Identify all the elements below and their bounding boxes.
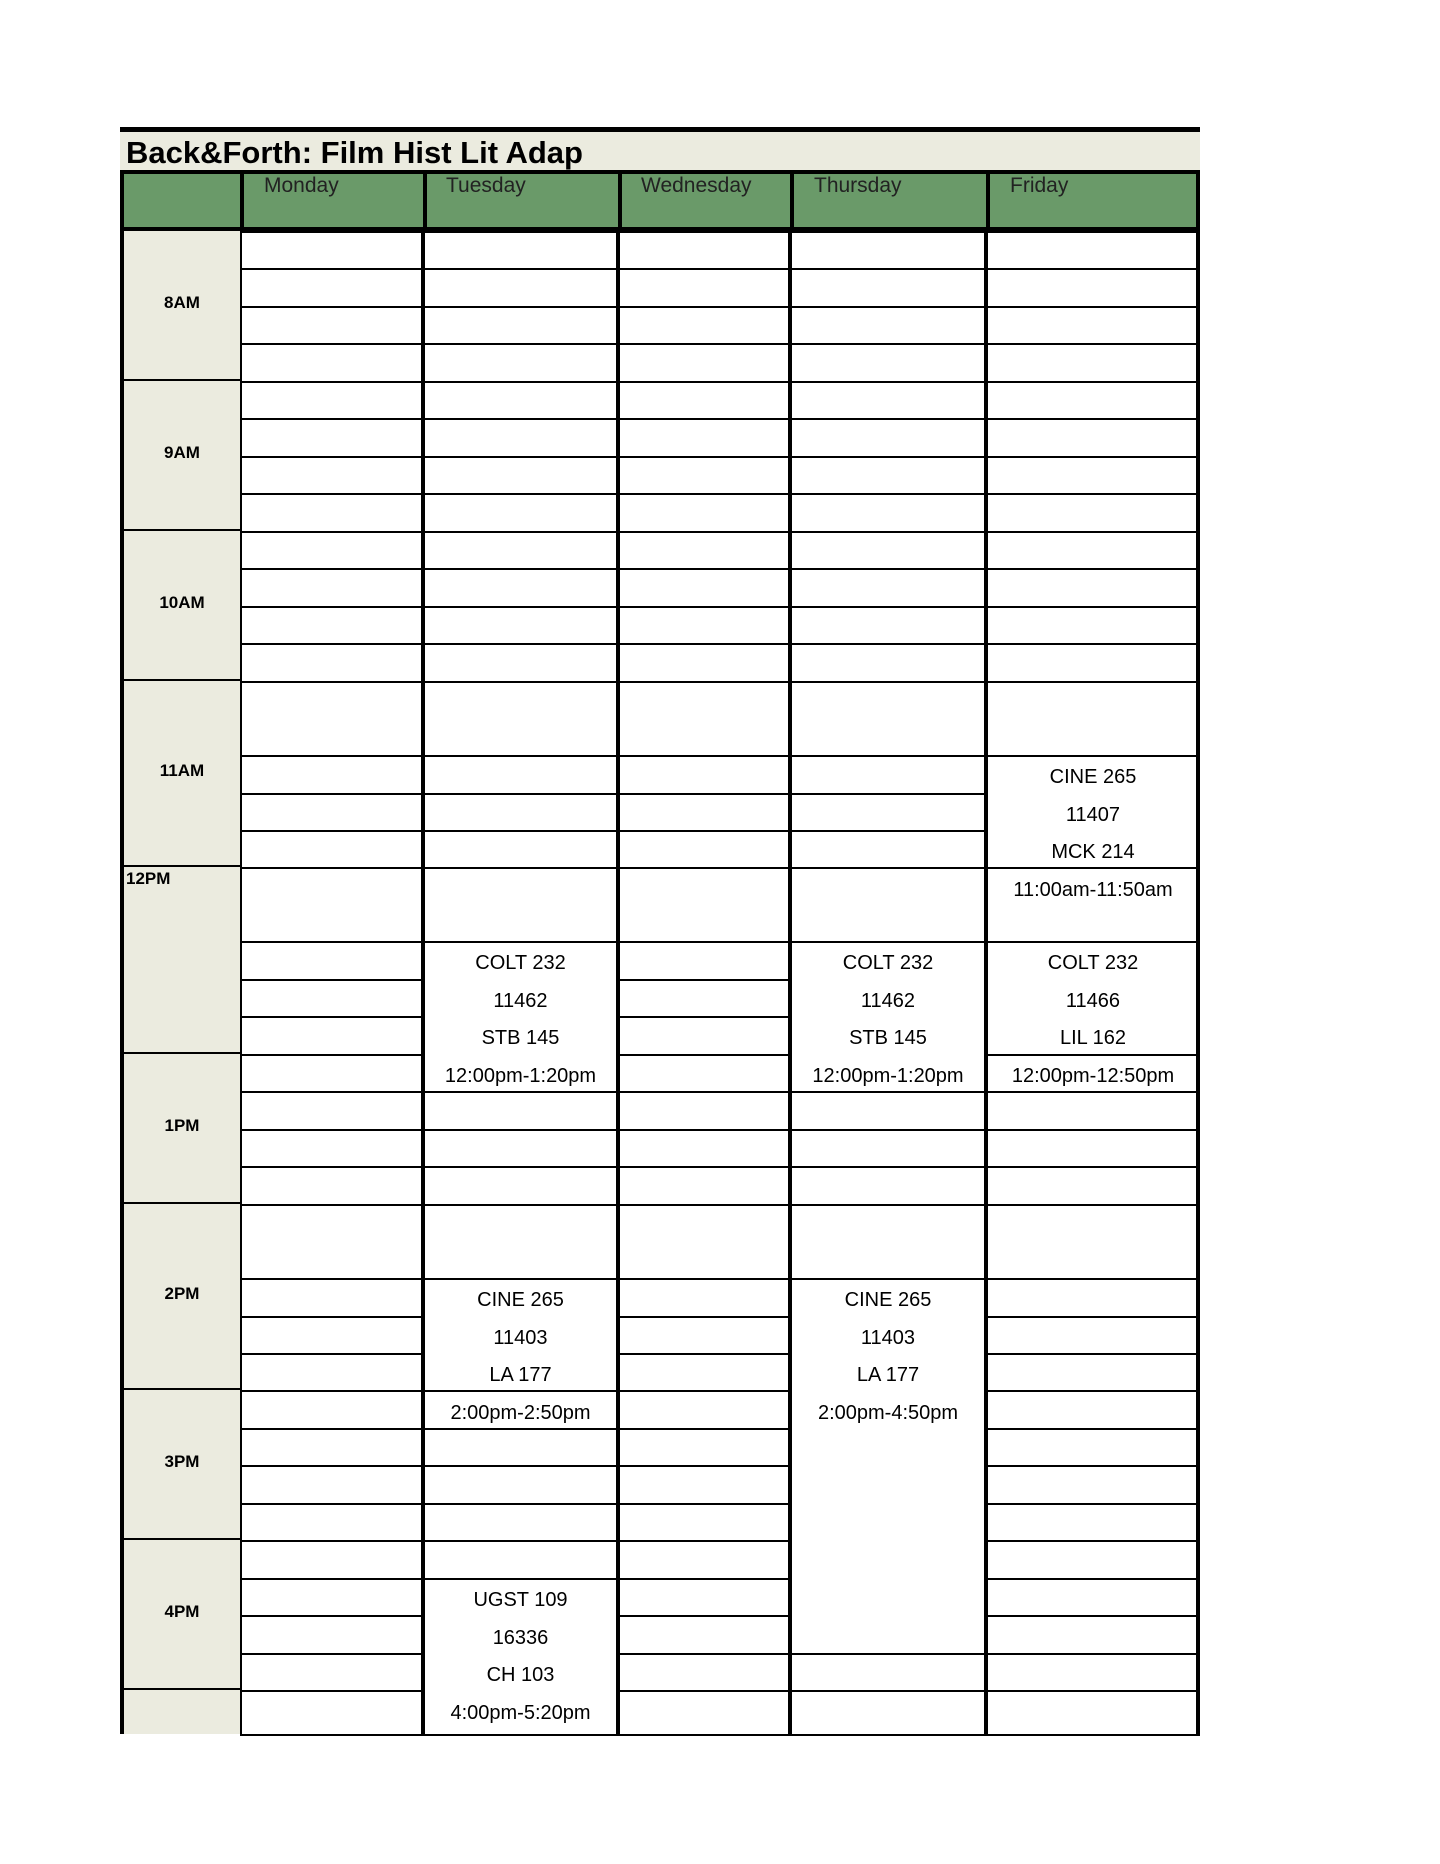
header-divider [790, 170, 794, 231]
schedule-cell [423, 1204, 618, 1280]
time-block-12pm [120, 867, 240, 1056]
schedule-cell [790, 606, 986, 645]
header-divider [240, 170, 244, 231]
schedule-cell [618, 1129, 790, 1168]
schedule-cell [240, 493, 423, 533]
schedule-cell [240, 941, 423, 981]
time-label: 4PM [164, 1602, 200, 1621]
event-course: UGST 109 [473, 1589, 568, 1611]
schedule-cell [986, 381, 1200, 420]
event-block[interactable] [790, 1278, 986, 1655]
event-time: 4:00pm-5:20pm [450, 1701, 591, 1724]
schedule-cell [986, 568, 1200, 608]
schedule-cell [618, 381, 790, 420]
schedule-cell [240, 1054, 423, 1093]
schedule-cell [240, 867, 423, 943]
event-crn: 11466 [1065, 989, 1121, 1012]
schedule-cell [423, 867, 618, 943]
schedule-cell [240, 1204, 423, 1280]
schedule-cell [240, 456, 423, 495]
schedule-cell [986, 456, 1200, 495]
time-block-1pm [120, 1054, 240, 1206]
time-block-9am [120, 381, 240, 533]
schedule-cell [423, 531, 618, 570]
schedule-cell [240, 1166, 423, 1206]
schedule-cell [790, 643, 986, 683]
event-time: 11:00am-11:50am [1013, 878, 1173, 901]
day-header-friday: Friday [1010, 174, 1069, 197]
event-course: CINE 265 [477, 1289, 564, 1311]
schedule-cell [240, 979, 423, 1018]
schedule-cell [423, 1503, 618, 1542]
event-crn: 11462 [493, 989, 548, 1012]
schedule-cell [986, 1091, 1200, 1131]
schedule-cell [618, 1690, 790, 1736]
header-divider [986, 170, 990, 231]
time-block-4pm [120, 1540, 240, 1692]
schedule-cell [986, 493, 1200, 533]
schedule-cell [618, 606, 790, 645]
schedule-cell [240, 606, 423, 645]
schedule-cell [790, 1690, 986, 1736]
schedule-cell [618, 1278, 790, 1318]
schedule-cell [618, 1054, 790, 1093]
schedule-cell [423, 1166, 618, 1206]
schedule-cell [618, 1578, 790, 1617]
schedule-cell [423, 830, 618, 869]
schedule-cell [986, 1166, 1200, 1206]
schedule-cell [240, 830, 423, 869]
schedule-cell [240, 681, 423, 757]
schedule-cell [986, 418, 1200, 458]
schedule-cell [986, 343, 1200, 383]
schedule-cell [240, 1690, 423, 1736]
event-block[interactable] [986, 755, 1200, 901]
schedule-cell [240, 306, 423, 345]
day-header-monday: Monday [264, 174, 339, 197]
schedule-cell [423, 1129, 618, 1168]
day-header-tuesday: Tuesday [446, 174, 526, 197]
schedule-cell [240, 1091, 423, 1131]
schedule-cell [618, 493, 790, 533]
schedule-cell [618, 681, 790, 757]
schedule-cell [240, 343, 423, 383]
schedule-cell [618, 1166, 790, 1206]
schedule-cell [790, 343, 986, 383]
event-course: COLT 232 [475, 952, 566, 974]
event-room: STB 145 [849, 1027, 927, 1049]
title-bar [120, 127, 1200, 172]
event-room: LA 177 [489, 1364, 552, 1386]
schedule-cell [790, 830, 986, 869]
event-block[interactable] [790, 941, 986, 1093]
schedule-cell [618, 343, 790, 383]
schedule-cell [986, 1353, 1200, 1392]
schedule-cell [423, 1428, 618, 1467]
schedule-cell [986, 1503, 1200, 1542]
schedule-cell [618, 1428, 790, 1467]
grid-right-border [1196, 231, 1200, 1734]
schedule-cell [618, 306, 790, 345]
schedule-cell [986, 1578, 1200, 1617]
schedule-cell [618, 456, 790, 495]
event-crn: 11403 [493, 1326, 548, 1349]
schedule-cell [986, 231, 1200, 270]
schedule-cell [240, 1353, 423, 1392]
schedule-cell [790, 231, 986, 270]
time-label: 2PM [164, 1284, 200, 1303]
schedule-cell [240, 531, 423, 570]
schedule-cell [618, 643, 790, 683]
schedule-cell [240, 643, 423, 683]
time-block-3pm [120, 1390, 240, 1542]
schedule-cell [618, 1390, 790, 1430]
schedule-cell [618, 867, 790, 943]
time-block-11am [120, 681, 240, 869]
schedule-cell [618, 755, 790, 795]
header-divider [618, 170, 622, 231]
schedule-cell [986, 681, 1200, 757]
schedule-cell [790, 268, 986, 308]
schedule-cell [618, 418, 790, 458]
schedule-cell [618, 1503, 790, 1542]
event-room: LA 177 [856, 1364, 920, 1386]
schedule-cell [240, 381, 423, 420]
time-label: 11AM [159, 761, 205, 780]
schedule-cell [240, 568, 423, 608]
schedule-cell [618, 1653, 790, 1692]
schedule-cell [618, 231, 790, 270]
schedule-cell [986, 1316, 1200, 1355]
schedule-cell [986, 306, 1200, 345]
schedule-cell [423, 793, 618, 832]
schedule-cell [618, 531, 790, 570]
schedule-cell [618, 1540, 790, 1580]
schedule-cell [986, 1129, 1200, 1168]
schedule-cell [790, 531, 986, 570]
schedule-cell [240, 1653, 423, 1692]
time-block-10am [120, 531, 240, 683]
schedule-cell [423, 231, 618, 270]
schedule-cell [423, 418, 618, 458]
schedule-cell [423, 606, 618, 645]
schedule-cell [618, 268, 790, 308]
event-time: 2:00pm-2:50pm [450, 1401, 591, 1424]
schedule-cell [423, 1091, 618, 1131]
schedule-cell [986, 1428, 1200, 1467]
schedule-cell [986, 1653, 1200, 1692]
event-course: CINE 265 [844, 1289, 932, 1311]
schedule-cell [790, 1166, 986, 1206]
event-block[interactable] [423, 1278, 618, 1424]
schedule-cell [790, 793, 986, 832]
schedule-cell [790, 681, 986, 757]
schedule-cell [790, 418, 986, 458]
day-header-thursday: Thursday [814, 174, 902, 197]
schedule-cell [618, 1353, 790, 1392]
event-crn: 11407 [1065, 803, 1121, 826]
schedule-cell [986, 1278, 1200, 1318]
schedule-cell [986, 1204, 1200, 1280]
event-crn: 11462 [860, 989, 916, 1012]
time-block-2pm [120, 1204, 240, 1392]
schedule-cell [423, 343, 618, 383]
schedule-cell [240, 1615, 423, 1655]
schedule-cell [790, 1204, 986, 1280]
schedule-cell [790, 381, 986, 420]
time-label: 8AM [164, 293, 200, 312]
schedule-cell [986, 643, 1200, 683]
schedule-cell [240, 231, 423, 270]
schedule-cell [790, 1091, 986, 1131]
event-block[interactable] [423, 941, 618, 1093]
schedule-cell [986, 1540, 1200, 1580]
event-block[interactable] [423, 1578, 618, 1736]
schedule-title: Back&Forth: Film Hist Lit Adap [126, 135, 583, 170]
schedule-cell [986, 606, 1200, 645]
event-course: COLT 232 [1047, 952, 1139, 974]
schedule-cell [423, 681, 618, 757]
schedule-cell [423, 643, 618, 683]
event-crn: 11403 [860, 1326, 916, 1349]
schedule-cell [986, 531, 1200, 570]
event-time: 2:00pm-4:50pm [817, 1401, 959, 1424]
event-time: 12:00pm-1:20pm [444, 1064, 597, 1087]
schedule-cell [240, 1016, 423, 1056]
schedule-cell [240, 1540, 423, 1580]
event-crn: 16336 [492, 1626, 549, 1649]
schedule-cell [986, 1615, 1200, 1655]
schedule-cell [423, 268, 618, 308]
schedule-cell [240, 1129, 423, 1168]
schedule-cell [618, 1016, 790, 1056]
schedule-cell [240, 1503, 423, 1542]
schedule-cell [618, 830, 790, 869]
schedule-cell [240, 1316, 423, 1355]
schedule-cell [618, 1465, 790, 1505]
schedule-cell [618, 1091, 790, 1131]
schedule-cell [240, 1465, 423, 1505]
day-header-wednesday: Wednesday [641, 174, 752, 197]
time-label: 9AM [164, 443, 200, 462]
event-course: COLT 232 [842, 952, 934, 974]
time-block-8am [120, 231, 240, 383]
schedule-cell [240, 1390, 423, 1430]
schedule-cell [790, 1129, 986, 1168]
schedule-cell [790, 755, 986, 795]
schedule-cell [240, 418, 423, 458]
schedule-cell [790, 867, 986, 943]
schedule-cell [423, 755, 618, 795]
schedule-cell [240, 268, 423, 308]
schedule-cell [423, 306, 618, 345]
schedule-cell [618, 793, 790, 832]
event-time: 12:00pm-1:20pm [812, 1064, 964, 1087]
event-room: CH 103 [486, 1664, 555, 1686]
schedule-cell [240, 1428, 423, 1467]
schedule-cell [790, 493, 986, 533]
schedule-cell [790, 456, 986, 495]
schedule-cell [618, 1204, 790, 1280]
schedule-cell [618, 568, 790, 608]
schedule-cell [986, 1690, 1200, 1736]
event-room: MCK 214 [1051, 841, 1135, 863]
schedule-cell [423, 1540, 618, 1580]
schedule-cell [618, 1615, 790, 1655]
schedule-cell [618, 979, 790, 1018]
schedule-cell [618, 941, 790, 981]
time-label: 3PM [164, 1452, 200, 1471]
schedule-cell [618, 1316, 790, 1355]
time-block-5pm [120, 1690, 240, 1734]
header-divider [423, 170, 427, 231]
time-label: 1PM [164, 1116, 200, 1135]
schedule-cell [240, 793, 423, 832]
schedule-cell [240, 755, 423, 795]
event-room: LIL 162 [1060, 1027, 1126, 1049]
schedule-cell [986, 1390, 1200, 1430]
schedule-cell [423, 456, 618, 495]
schedule-cell [790, 568, 986, 608]
schedule-cell [986, 1465, 1200, 1505]
schedule-cell [790, 306, 986, 345]
schedule-cell [790, 1653, 986, 1692]
time-label: 12PM [126, 869, 171, 888]
schedule-cell [240, 1578, 423, 1617]
schedule-cell [423, 493, 618, 533]
schedule-cell [240, 1278, 423, 1318]
schedule-cell [423, 1465, 618, 1505]
event-room: STB 145 [481, 1027, 560, 1049]
event-block[interactable] [986, 941, 1200, 1087]
event-time: 12:00pm-12:50pm [1011, 1064, 1175, 1087]
schedule-cell [423, 381, 618, 420]
schedule-cell [986, 268, 1200, 308]
event-course: CINE 265 [1049, 766, 1137, 788]
schedule-cell [423, 568, 618, 608]
time-label: 10AM [159, 593, 205, 612]
